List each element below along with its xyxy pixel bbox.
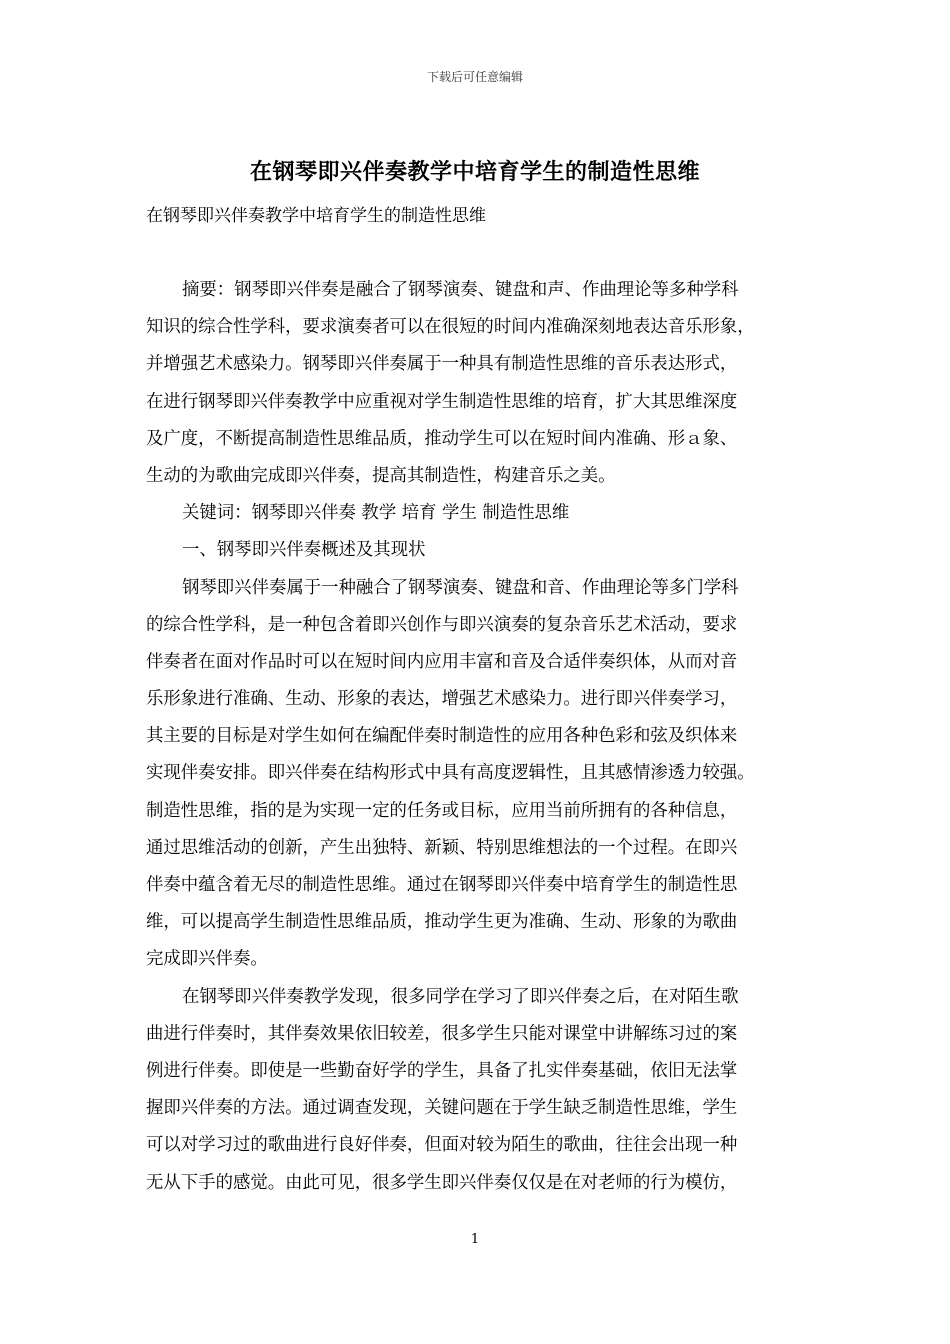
text-line: 例进行伴奏。即使是一些勤奋好学的学生，具备了扎实伴奏基础，依旧无法掌	[146, 1060, 738, 1081]
text-line: 曲进行伴奏时，其伴奏效果依旧较差，很多学生只能对课堂中讲解练习过的案	[146, 1023, 738, 1044]
text-line: 伴奏者在面对作品时可以在短时间内应用丰富和音及合适伴奏织体，从而对音	[146, 651, 738, 672]
header-note: 下载后可任意编辑	[426, 70, 523, 84]
text-line: 通过思维活动的创新，产生出独特、新颖、特别思维想法的一个过程。在即兴	[146, 837, 738, 858]
text-line: 在进行钢琴即兴伴奏教学中应重视对学生制造性思维的培育，扩大其思维深度	[146, 391, 738, 412]
text-line: 一、钢琴即兴伴奏概述及其现状	[182, 540, 426, 561]
text-line: 摘要：钢琴即兴伴奏是融合了钢琴演奏、键盘和声、作曲理论等多种学科	[182, 280, 739, 300]
text-line: 并增强艺术感染力。钢琴即兴伴奏属于一种具有制造性思维的音乐表达形式，	[146, 354, 738, 375]
text-line: 其主要的目标是对学生如何在编配伴奏时制造性的应用各种色彩和弦及织体来	[146, 726, 738, 747]
text-line: 可以对学习过的歌曲进行良好伴奏，但面对较为陌生的歌曲，往往会出现一种	[146, 1135, 738, 1156]
text-line: 知识的综合性学科，要求演奏者可以在很短的时间内准确深刻地表达音乐形象，	[146, 317, 755, 338]
text-line: 乐形象进行准确、生动、形象的表达，增强艺术感染力。进行即兴伴奏学习，	[146, 689, 738, 710]
text-line: 钢琴即兴伴奏属于一种融合了钢琴演奏、键盘和音、作曲理论等多门学科	[182, 577, 739, 598]
text-line: 实现伴奏安排。即兴伴奏在结构形式中具有高度逻辑性，且其感情渗透力较强。	[146, 763, 755, 784]
text-line: 制造性思维，指的是为实现一定的任务或目标，应用当前所拥有的各种信息，	[146, 800, 738, 821]
text-line: 完成即兴伴奏。	[146, 949, 268, 970]
text-line: 的综合性学科，是一种包含着即兴创作与即兴演奏的复杂音乐艺术活动，要求	[146, 614, 738, 635]
text-line: 无从下手的感觉。由此可见，很多学生即兴伴奏仅仅是在对老师的行为模仿，	[146, 1172, 738, 1193]
text-line: 生动的为歌曲完成即兴伴奏，提高其制造性，构建音乐之美。	[146, 465, 616, 486]
text-line: 关键词：钢琴即兴伴奏 教学 培育 学生 制造性思维	[182, 503, 570, 524]
text-line: 在钢琴即兴伴奏教学发现，很多同学在学习了即兴伴奏之后，在对陌生歌	[182, 986, 739, 1007]
page-number: 1	[470, 1232, 480, 1247]
text-line: 伴奏中蕴含着无尽的制造性思维。通过在钢琴即兴伴奏中培育学生的制造性思	[146, 875, 738, 895]
document-subtitle: 在钢琴即兴伴奏教学中培育学生的制造性思维	[146, 206, 486, 226]
document-body	[146, 272, 808, 1202]
text-line: 及广度，不断提高制造性思维品质，推动学生可以在短时间内准确、形ａ象、	[146, 428, 738, 449]
text-line: 握即兴伴奏的方法。通过调查发现，关键问题在于学生缺乏制造性思维，学生	[146, 1098, 738, 1119]
document-title: 在钢琴即兴伴奏教学中培育学生的制造性思维	[249, 159, 700, 185]
text-line: 维，可以提高学生制造性思维品质，推动学生更为准确、生动、形象的为歌曲	[146, 912, 738, 933]
